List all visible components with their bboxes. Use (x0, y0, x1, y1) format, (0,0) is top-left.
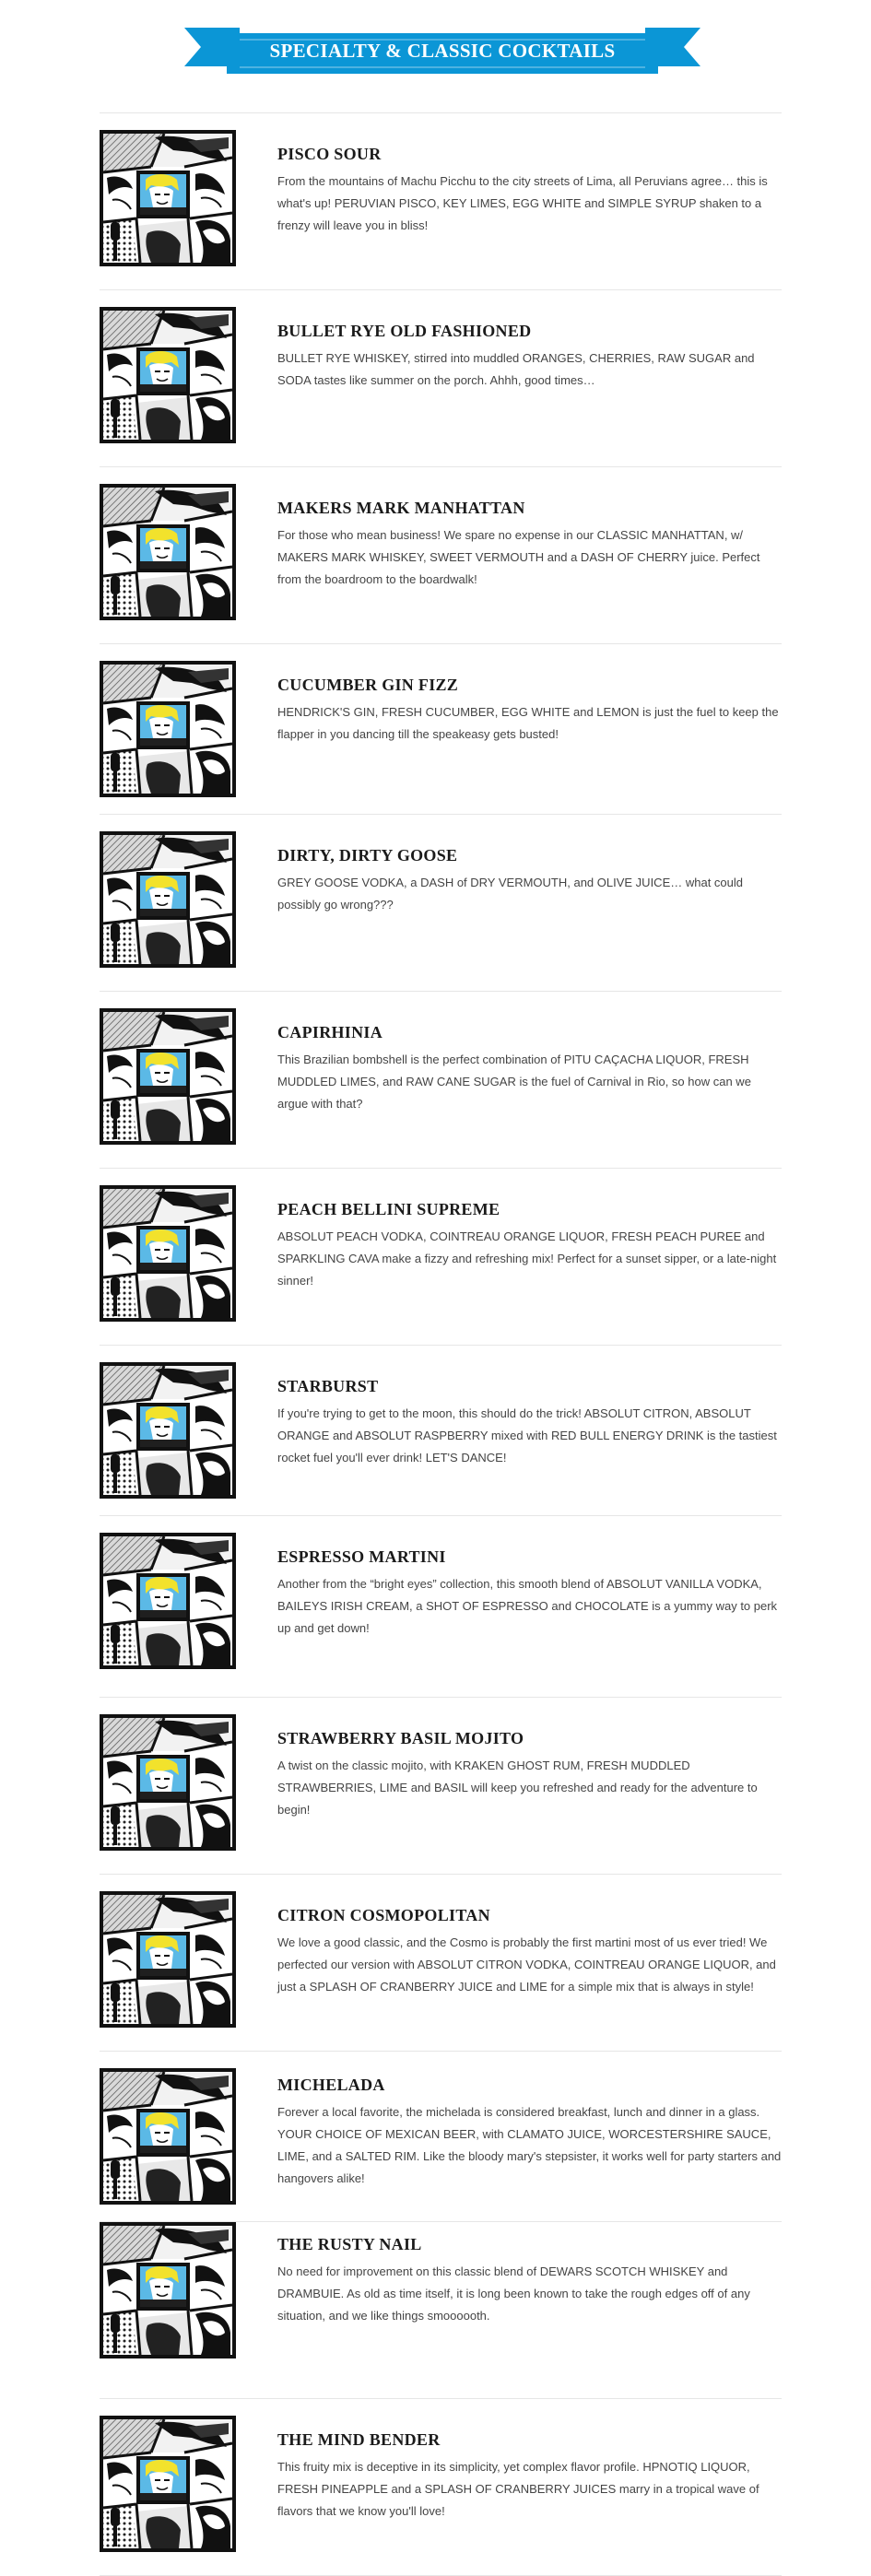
cocktail-image (100, 1185, 236, 1322)
list-item (100, 2398, 782, 2576)
cocktail-list (100, 112, 782, 2576)
list-item (100, 112, 782, 289)
cocktail-description: If you're trying to get to the moon, this should do the trick! ABSOLUT CITRON, ABSOLUT ORANGE and ABSOLUT RASPBERRY mixed with RED BULL ENERGY DRINK is the tastiest rocket fuel you'll ever drink! LET'S DANCE! (277, 1406, 777, 1464)
cocktail-description: No need for improvement on this classic blend of DEWARS SCOTCH WHISKEY and DRAMBUIE. As old as time itself, it is long been known to take the rough edges off of any situation, and we like things smoooooth. (277, 2264, 750, 2323)
cocktail-image (100, 130, 236, 266)
cocktail-image (100, 1362, 236, 1499)
cocktail-description: ABSOLUT PEACH VODKA, COINTREAU ORANGE LIQUOR, FRESH PEACH PUREE and SPARKLING CAVA make a fizzy and refreshing mix! Perfect for a sunset sipper, or a late-night sinner! (277, 1229, 777, 1288)
cocktail-image (100, 1891, 236, 2028)
cocktail-thumbnail (100, 1362, 236, 1499)
cocktail-description: From the mountains of Machu Picchu to the city streets of Lima, all Peruvians agree… this is what's up! PERUVIAN PISCO, KEY LIMES, EGG WHITE and SIMPLE SYRUP shaken to a frenzy will leave you in bliss! (277, 174, 768, 232)
cocktail-name: STARBURST (277, 1377, 379, 1395)
cocktail-description: Forever a local favorite, the michelada is considered breakfast, lunch and dinner in a glass. YOUR CHOICE OF MEXICAN BEER, with CLAMATO JUICE, WORCESTERSHIRE SAUCE, LIME, and a SALTED RIM. Like the bloody mary's stepsister, it works well for party starters and hangovers alike! (277, 2105, 782, 2185)
cocktail-description: We love a good classic, and the Cosmo is probably the first martini most of us ever tried! We perfected our version with ABSOLUT CITRON VODKA, COINTREAU ORANGE LIQUOR, and just a SPLASH OF CRANBERRY JUICE and LIME for a simple mix that is always in style! (277, 1935, 776, 1994)
cocktail-image (100, 661, 236, 797)
cocktail-name: CUCUMBER GIN FIZZ (277, 676, 459, 694)
cocktail-name: PEACH BELLINI SUPREME (277, 1200, 500, 1218)
cocktail-image (100, 484, 236, 620)
list-item (100, 289, 782, 466)
list-item (100, 991, 782, 1168)
cocktail-name: DIRTY, DIRTY GOOSE (277, 846, 458, 865)
list-item (100, 2051, 782, 2221)
list-item (100, 1874, 782, 2051)
cocktail-name: THE RUSTY NAIL (277, 2235, 422, 2253)
cocktail-image (100, 1008, 236, 1145)
cocktail-name: STRAWBERRY BASIL MOJITO (277, 1729, 524, 1747)
cocktail-thumbnail (100, 2068, 236, 2205)
cocktail-description: BULLET RYE WHISKEY, stirred into muddled ORANGES, CHERRIES, RAW SUGAR and SODA tastes like summer on the porch. Ahhh, good times… (277, 351, 755, 387)
cocktail-name: MICHELADA (277, 2076, 385, 2094)
cocktail-description: For those who mean business! We spare no expense in our CLASSIC MANHATTAN, w/ MAKERS MARK WHISKEY, SWEET VERMOUTH and a DASH OF CHERRY juice. Perfect from the boardroom to the boardwalk! (277, 528, 760, 586)
list-item (100, 466, 782, 643)
list-item (100, 1697, 782, 1874)
cocktail-name: BULLET RYE OLD FASHIONED (277, 322, 532, 340)
section-banner (184, 22, 700, 79)
cocktail-thumbnail (100, 661, 236, 797)
cocktail-thumbnail (100, 1008, 236, 1145)
cocktail-thumbnail (100, 2416, 236, 2552)
cocktail-thumbnail (100, 1185, 236, 1322)
cocktail-description: A twist on the classic mojito, with KRAKEN GHOST RUM, FRESH MUDDLED STRAWBERRIES, LIME and BASIL will keep you refreshed and ready for the adventure to begin! (277, 1759, 758, 1817)
cocktail-name: THE MIND BENDER (277, 2430, 441, 2449)
cocktail-thumbnail (100, 307, 236, 443)
cocktail-thumbnail (100, 1891, 236, 2028)
cocktail-image (100, 307, 236, 443)
list-item (100, 1515, 782, 1697)
cocktail-name: ESPRESSO MARTINI (277, 1547, 446, 1566)
cocktail-thumbnail (100, 484, 236, 620)
cocktail-thumbnail (100, 130, 236, 266)
cocktail-description: GREY GOOSE VODKA, a DASH of DRY VERMOUTH, and OLIVE JUICE… what could possibly go wrong??? (277, 876, 744, 912)
cocktail-description: This Brazilian bombshell is the perfect combination of PITU CAÇACHA LIQUOR, FRESH MUDDLED LIMES, and RAW CANE SUGAR is the fuel of Carnival in Rio, so how can we argue with that? (277, 1053, 751, 1111)
list-item (100, 814, 782, 991)
cocktail-image (100, 831, 236, 968)
page-title: SPECIALTY & CLASSIC COCKTAILS (269, 40, 616, 62)
list-item (100, 2221, 782, 2398)
cocktail-thumbnail (100, 1533, 236, 1669)
list-item (100, 1345, 782, 1515)
cocktail-image (100, 1714, 236, 1851)
cocktail-name: CITRON COSMOPOLITAN (277, 1906, 490, 1924)
list-item (100, 643, 782, 814)
cocktail-name: PISCO SOUR (277, 145, 382, 163)
cocktail-name: CAPIRHINIA (277, 1023, 383, 1041)
cocktail-description: Another from the “bright eyes” collection, this smooth blend of ABSOLUT VANILLA VODKA, BAILEYS IRISH CREAM, a SHOT OF ESPRESSO and CHOCOLATE is a yummy way to perk up and get down! (277, 1577, 778, 1635)
cocktail-thumbnail (100, 831, 236, 968)
list-item (100, 1168, 782, 1345)
cocktail-description: This fruity mix is deceptive in its simplicity, yet complex flavor profile. HPNOTIQ LIQUOR, FRESH PINEAPPLE and a SPLASH OF CRANBERRY JUICES marry in a tropical wave of flavors that we know you'll love! (277, 2460, 759, 2518)
cocktail-image (100, 1533, 236, 1669)
cocktail-description: HENDRICK'S GIN, FRESH CUCUMBER, EGG WHITE and LEMON is just the fuel to keep the flapper in you dancing till the speakeasy gets busted! (277, 705, 779, 741)
cocktail-thumbnail (100, 2222, 236, 2358)
cocktail-image (100, 2222, 236, 2358)
cocktail-name: MAKERS MARK MANHATTAN (277, 499, 525, 517)
cocktail-thumbnail (100, 1714, 236, 1851)
cocktail-image (100, 2416, 236, 2552)
cocktail-image (100, 2068, 236, 2205)
